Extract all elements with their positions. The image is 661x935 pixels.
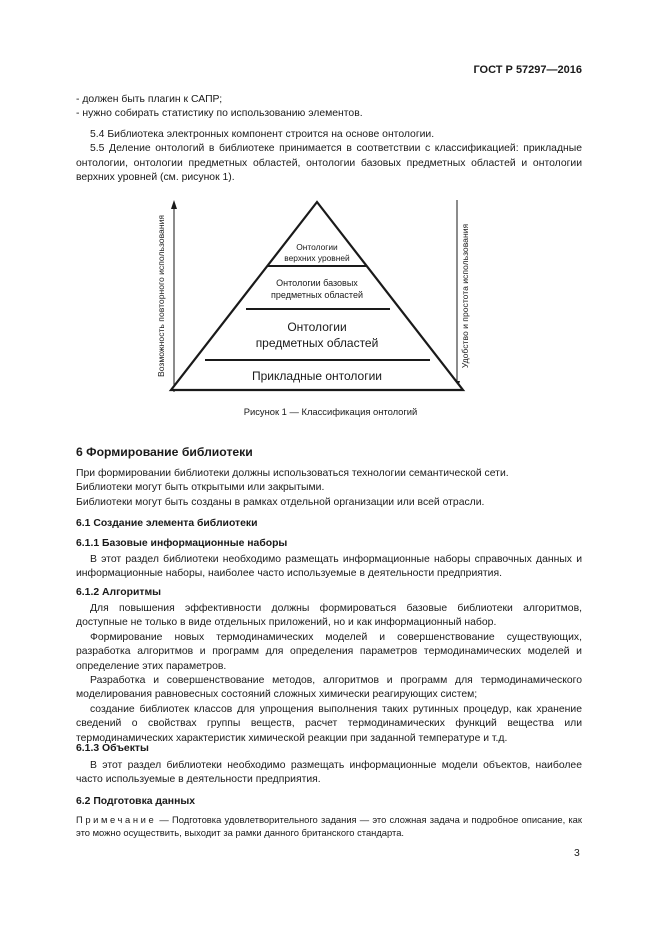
- paragraph: В этот раздел библиотеки необходимо размещать информационные модели объектов, наиболее часто используемые в деятельности предприятия.: [76, 760, 582, 786]
- bullet-item: - должен быть плагин к САПР;: [76, 94, 223, 105]
- section-6-1-3-text-block: [76, 759, 582, 788]
- left-axis-arrowhead: [171, 200, 177, 209]
- section-6-1-title: 6.1 Создание элемента библиотеки: [76, 518, 258, 529]
- right-axis-label: Удобство и простота использования: [460, 223, 470, 369]
- paragraph-5-5: 5.5 Деление онтологий в библиотеке принимается в соответствии с классификацией: прикладные онтологии, онтологии предметных областей, онтологии базовых предметных областей и онтологии верхних уровней (см. рисунок 1).: [76, 143, 582, 184]
- section-6-1-1-title: 6.1.1 Базовые информационные наборы: [76, 538, 288, 549]
- intro-block: [76, 93, 582, 122]
- level-top-line2: верхних уровней: [284, 253, 350, 263]
- paragraph: Библиотеки могут быть открытыми или закрытыми.: [76, 482, 325, 494]
- ontology-pyramid-figure: [150, 196, 480, 400]
- paragraph: При формировании библиотеки должны использоваться технологии семантической сети.: [76, 468, 509, 479]
- section-6-2-title: 6.2 Подготовка данных: [76, 796, 196, 807]
- page-number: 3: [574, 848, 580, 859]
- section-6-1-2-text-block: [76, 602, 582, 746]
- document-header: ГОСТ Р 57297—2016: [473, 64, 582, 76]
- bullet-item: - нужно собирать статистику по использованию элементов.: [76, 108, 363, 120]
- paragraph: Формирование новых термодинамических моделей и совершенствование существующих, разработка алгоритмов и программ для определения параметров термодинамических моделей и определение этих параметров.: [76, 631, 582, 672]
- figure-caption: Рисунок 1 — Классификация онтологий: [243, 406, 418, 417]
- section-6-title: 6 Формирование библиотеки: [76, 445, 253, 459]
- paragraph: Разработка и совершенствование методов, алгоритмов и программ для термодинамического моделирования равновесных состояний сложных химически реагирующих систем;: [76, 675, 582, 701]
- section-6-1-3-title: 6.1.3 Объекты: [76, 743, 149, 754]
- paragraph-5-4-block: [76, 128, 582, 186]
- paragraph: Библиотеки могут быть созданы в рамках отдельной организации или всей отрасли.: [76, 496, 485, 508]
- section-6-intro: [76, 467, 582, 510]
- note-label: Примечание: [76, 814, 157, 825]
- section-6-1-1-text-block: [76, 553, 582, 582]
- paragraph: создание библиотек классов для упрощения выполнения таких рутинных процедур, как хранение сведений о свойствах группы веществ, расчет термодинамических функций вещества или термодинамических характеристик химической реакции при заданной температуре и т.д.: [76, 703, 582, 744]
- paragraph: В этот раздел библиотеки необходимо размещать информационные наборы справочных данных и информационные наборы, наиболее часто используемые в деятельности предприятия.: [76, 554, 582, 580]
- paragraph-5-4: 5.4 Библиотека электронных компонент строится на основе онтологии.: [90, 129, 435, 140]
- level-base-line2: предметных областей: [271, 290, 363, 300]
- level-domain-line2: предметных областей: [255, 336, 379, 350]
- level-domain-line1: Онтологии: [287, 320, 347, 334]
- section-6-1-2-title: 6.1.2 Алгоритмы: [76, 587, 162, 598]
- left-axis-label: Возможность повторного использования: [156, 214, 166, 378]
- note-text: — Подготовка удовлетворительного задания — это сложная задача и подробное описание, как это можно осуществить, выходит за рамки данного британского стандарта.: [76, 814, 582, 838]
- note-block: [76, 813, 582, 839]
- level-top-line1: Онтологии: [296, 242, 338, 252]
- level-base-line1: Онтологии базовых: [276, 278, 358, 288]
- paragraph: Для повышения эффективности должны формироваться базовые библиотеки алгоритмов, доступные не только в виде отдельных приложений, но и как информационный набор.: [76, 603, 582, 629]
- level-applied: Прикладные онтологии: [252, 369, 382, 383]
